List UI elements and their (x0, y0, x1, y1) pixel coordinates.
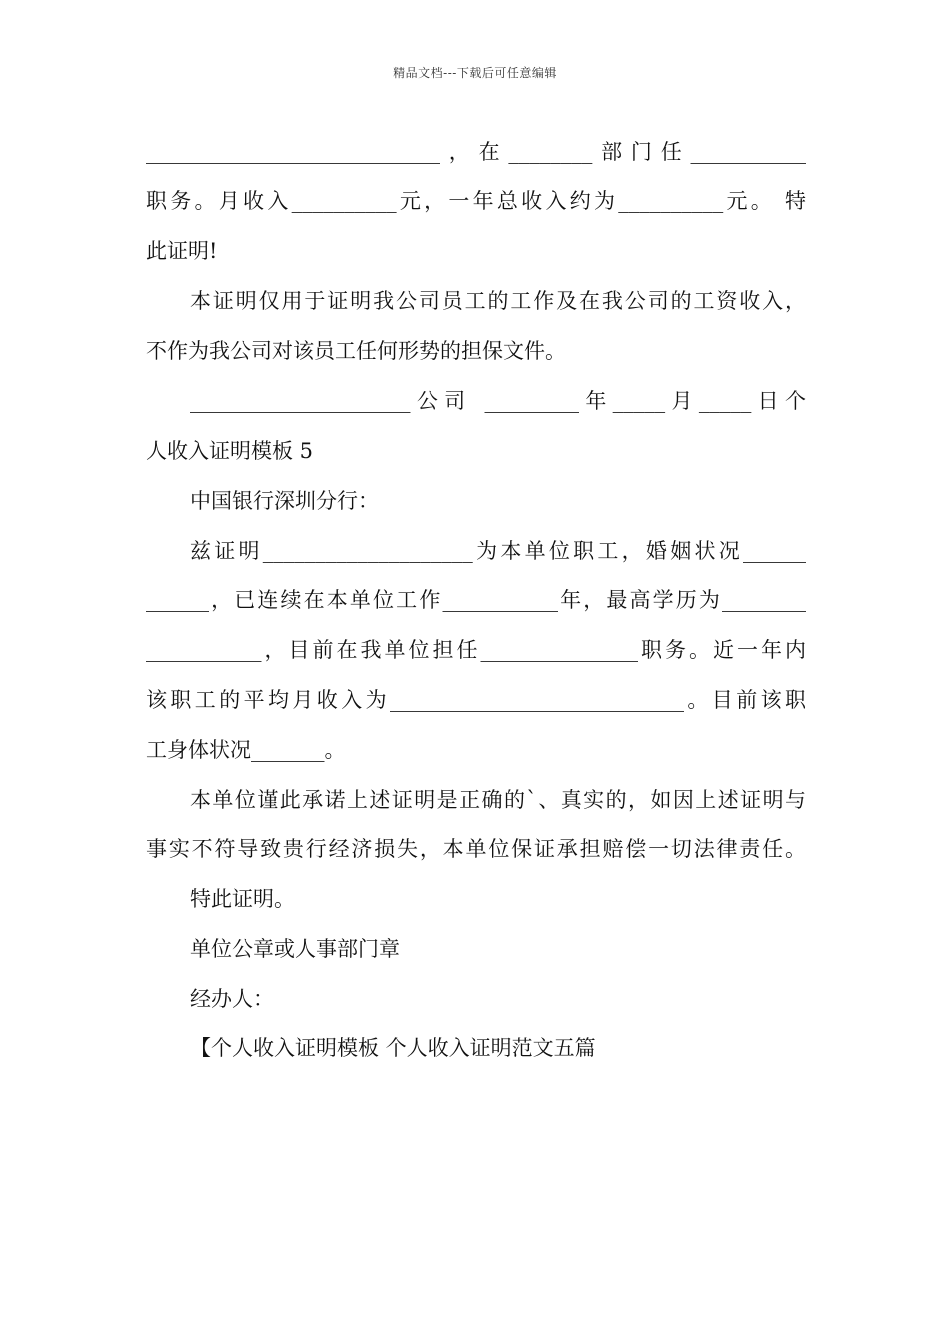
text-line-13: 工身体状况_______。 (146, 738, 346, 762)
text-line-2: 职务。月收入__________元，一年总收入约为__________元。 特 (146, 189, 806, 213)
text-line-12: 该职工的平均月收入为____________________________。目前该职 (146, 688, 806, 712)
text-line-9: 兹证明____________________为本单位职工，婚姻状况______ (190, 539, 806, 563)
text-line-15: 事实不符导致贵行经济损失，本单位保证承担赔偿一切法律责任。 (146, 837, 806, 861)
text-line-14: 本单位谨此承诺上述证明是正确的`、真实的，如因上述证明与 (190, 788, 806, 812)
text-line-11: ___________，目前在我单位担任_______________职务。近一年内 (146, 638, 806, 662)
text-line-18: 经办人： (190, 987, 274, 1011)
text-line-1: ____________________________，在________部门任___________ (146, 140, 806, 164)
text-line-5: 不作为我公司对该员工任何形势的担保文件。 (146, 339, 566, 363)
text-line-4: 本证明仅用于证明我公司员工的工作及在我公司的工资收入， (190, 289, 806, 313)
text-line-8: 中国银行深圳分行： (190, 489, 379, 513)
text-line-7: 人收入证明模板 5 (146, 439, 314, 463)
text-line-16: 特此证明。 (190, 887, 295, 911)
text-line-17: 单位公章或人事部门章 (190, 937, 400, 961)
text-line-3: 此证明! (146, 239, 218, 263)
page-header: 精品文档---下载后可任意编辑 (393, 66, 557, 80)
text-line-10: ______，已连续在本单位工作___________年，最高学历为________ (146, 588, 806, 612)
text-line-19: 【个人收入证明模板 个人收入证明范文五篇 (190, 1036, 596, 1060)
text-line-6: _____________________公司 _________年_____月_____日个 (190, 389, 806, 413)
